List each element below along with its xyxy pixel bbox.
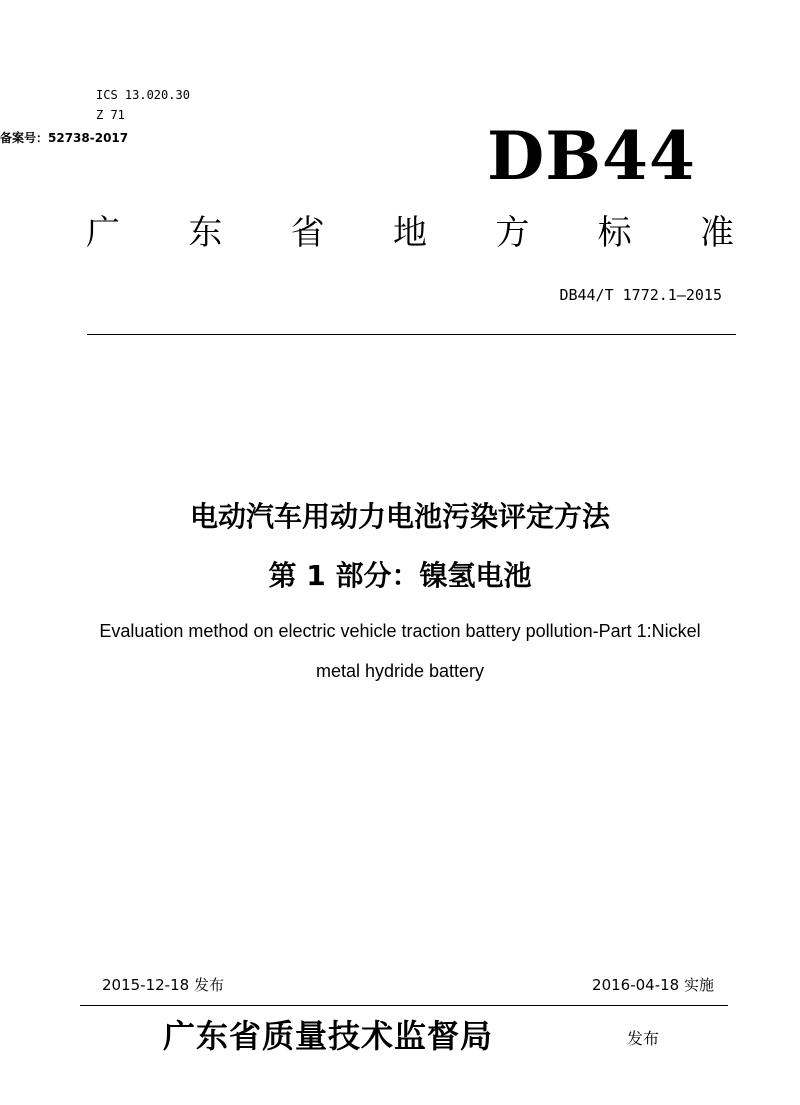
standard-type-char: 标 xyxy=(597,213,632,253)
standard-type-char: 省 xyxy=(290,213,325,253)
issuing-authority: 广东省质量技术监督局 xyxy=(163,1017,494,1055)
standard-code-logo: DB44 xyxy=(487,117,696,195)
standard-number: DB44/T 1772.1—2015 xyxy=(559,286,722,304)
classification-code: Z 71 xyxy=(96,108,125,122)
title-english-line-2: metal hydride battery xyxy=(315,661,485,681)
title-english-line-1: Evaluation method on electric vehicle traction battery pollution-Part 1:Nickel xyxy=(99,621,701,641)
filing-number: 备案号：52738-2017 xyxy=(0,131,129,145)
bottom-divider xyxy=(80,1005,728,1006)
standard-type-char: 地 xyxy=(392,213,427,253)
standard-type-char: 广 xyxy=(86,213,120,253)
standard-type-char: 方 xyxy=(495,213,530,253)
standard-type-heading xyxy=(86,208,734,258)
issuer-publish-label: 发布 xyxy=(627,1029,660,1048)
standard-type-char: 准 xyxy=(699,213,734,253)
title-chinese-line-2: 第 1 部分：镍氢电池 xyxy=(268,559,532,592)
title-chinese-line-1: 电动汽车用动力电池污染评定方法 xyxy=(189,500,610,533)
standard-type-char: 东 xyxy=(188,213,223,253)
publish-date: 2015-12-18 发布 xyxy=(102,976,224,994)
top-divider xyxy=(87,334,736,335)
implement-date: 2016-04-18 实施 xyxy=(592,976,714,994)
ics-code: ICS 13.020.30 xyxy=(96,88,190,102)
